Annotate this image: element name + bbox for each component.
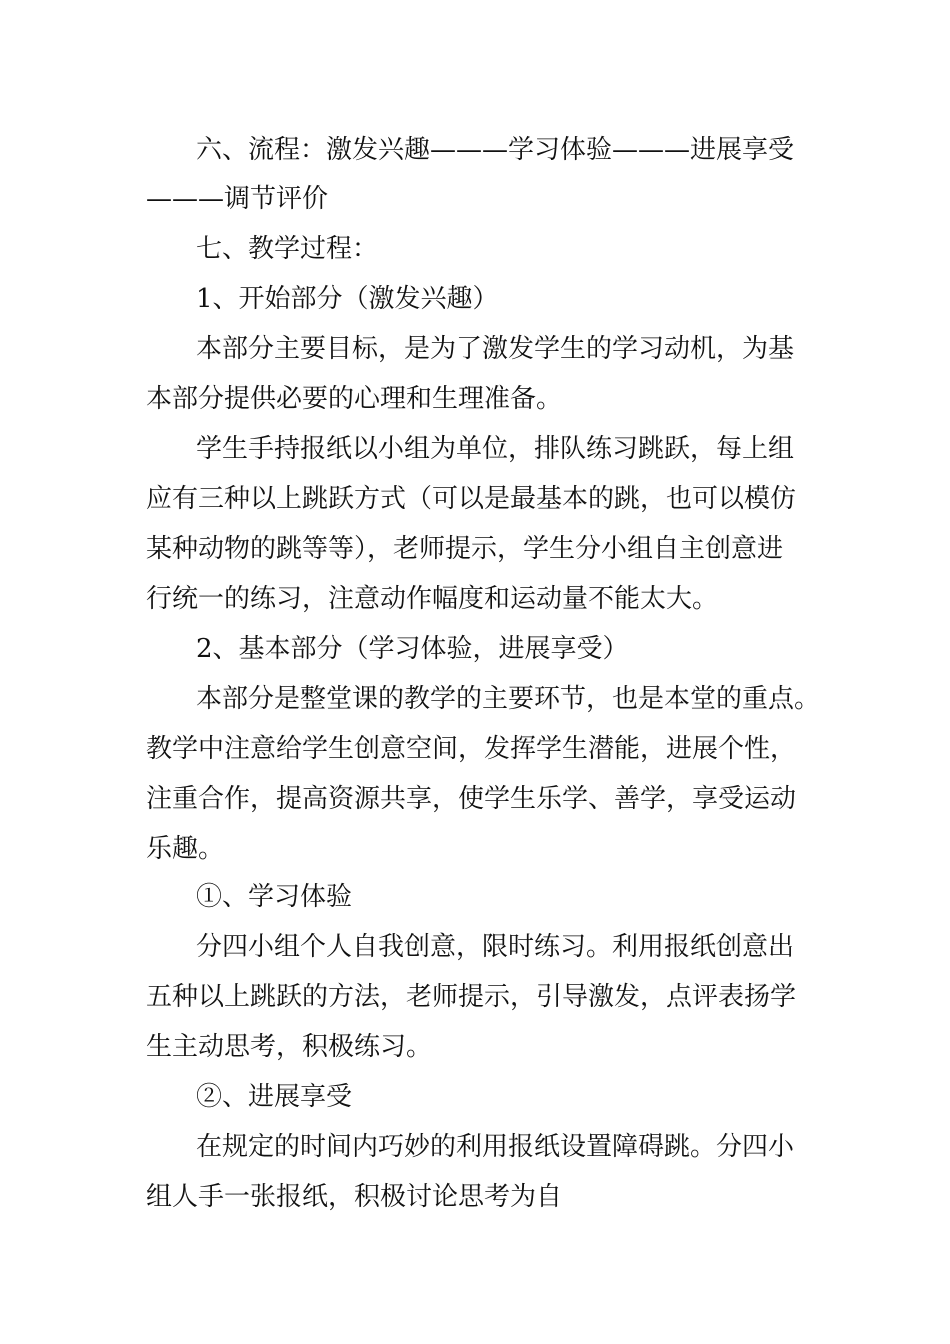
text-line: 2、基本部分（学习体验，进展享受） <box>196 634 629 664</box>
text-line: ———调节评价 <box>146 184 329 214</box>
text-line: 1、开始部分（激发兴趣） <box>196 284 499 314</box>
text-line: 组人手一张报纸，积极讨论思考为自 <box>146 1182 563 1212</box>
text-line: 在规定的时间内巧妙的利用报纸设置障碍跳。分四小 <box>196 1132 795 1162</box>
text-line: 本部分主要目标，是为了激发学生的学习动机，为基 <box>196 334 795 364</box>
text-line: ①、学习体验 <box>196 882 353 912</box>
text-line: 乐趣。 <box>146 834 225 864</box>
text-line: 分四小组个人自我创意，限时练习。利用报纸创意出 <box>196 932 795 962</box>
text-line: 五种以上跳跃的方法，老师提示，引导激发，点评表扬学 <box>146 982 797 1012</box>
text-line: 某种动物的跳等等），老师提示，学生分小组自主创意进 <box>146 534 784 564</box>
text-line: 本部分提供必要的心理和生理准备。 <box>146 384 563 414</box>
text-line: 本部分是整堂课的教学的主要环节，也是本堂的重点。 <box>196 684 821 714</box>
text-line: 教学中注意给学生创意空间，发挥学生潜能，进展个性， <box>146 734 797 764</box>
text-line: 行统一的练习，注意动作幅度和运动量不能太大。 <box>146 584 719 614</box>
text-line: 七、教学过程： <box>196 234 379 264</box>
text-line: 应有三种以上跳跃方式（可以是最基本的跳，也可以模仿 <box>146 484 797 514</box>
text-line: 注重合作，提高资源共享，使学生乐学、善学，享受运动 <box>146 784 797 814</box>
text-line: 生主动思考，积极练习。 <box>146 1032 433 1062</box>
text-line: 学生手持报纸以小组为单位，排队练习跳跃，每上组 <box>196 434 795 464</box>
text-line: 六、流程：激发兴趣———学习体验———进展享受 <box>196 135 795 165</box>
text-line: ②、进展享受 <box>196 1082 353 1112</box>
